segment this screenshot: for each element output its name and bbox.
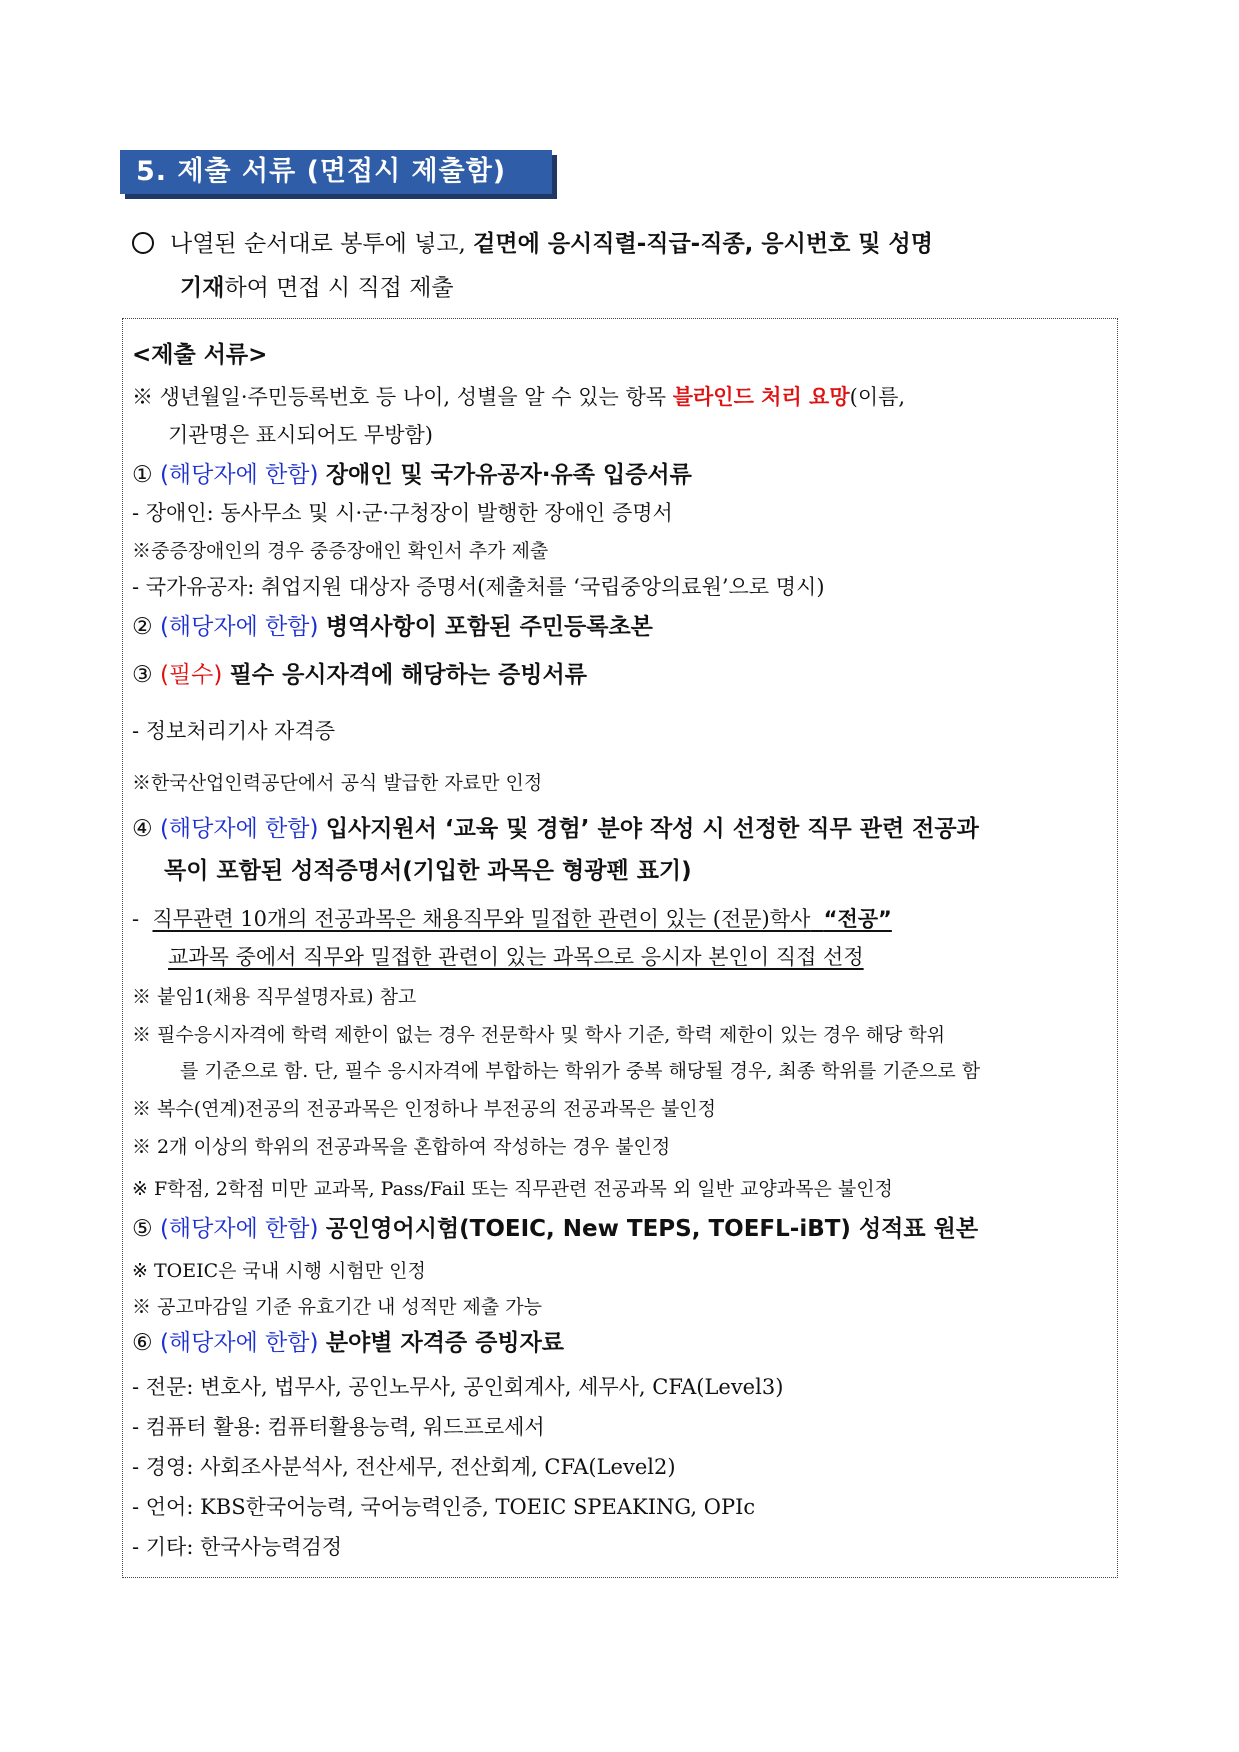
item-3-note: ※한국산업인력공단에서 공식 발급한 자료만 인정 [132,772,543,794]
item-4-note-2-line2: 를 기준으로 함. 단, 필수 응시자격에 부합하는 학위가 중복 해당될 경우, 최종 학위를 기준으로 함 [180,1060,981,1082]
item-4-tag: (해당자에 한함) [159,816,319,842]
item-3-sub-1: - 정보처리기사 자격증 [132,719,336,743]
intro-line-1 [132,222,1122,266]
item-2-tag: (해당자에 한함) [159,614,319,640]
item-4-title: ④ (해당자에 한함) 입사지원서 ‘교육 및 경험’ 분야 작성 시 선정한 직무 관련 전공과 [132,816,979,842]
item-6-sub-4: - 언어: KBS한국어능력, 국어능력인증, TOEIC SPEAKING, OPIc [132,1495,756,1519]
item-6-sub-5: - 기타: 한국사능력검정 [132,1535,343,1559]
item-5-title: ⑤ (해당자에 한함) 공인영어시험(TOEIC, New TEPS, TOEFL-iBT) 성적표 원본 [132,1216,979,1242]
item-5-tag: (해당자에 한함) [159,1216,319,1242]
item-1-sub-2: - 국가유공자: 취업지원 대상자 증명서(제출처를 ‘국립중앙의료원’으로 명시) [132,575,825,599]
item-3-title: ③ (필수) 필수 응시자격에 해당하는 증빙서류 [132,662,587,688]
intro-line-2 [132,266,1122,310]
intro-bold-text-2: 기재 [180,275,225,301]
item-4-note-4: ※ 2개 이상의 학위의 전공과목을 혼합하여 작성하는 경우 불인정 [132,1136,671,1158]
item-4-sub-1: - 직무관련 10개의 전공과목은 채용직무와 밀접한 관련이 있는 (전문)학사 “전공” [132,907,892,931]
item-6-sub-2: - 컴퓨터 활용: 컴퓨터활용능력, 워드프로세서 [132,1415,545,1439]
item-1-title: ① (해당자에 한함) 장애인 및 국가유공자·유족 입증서류 [132,462,692,488]
blind-note-red: 블라인드 처리 요망 [672,385,850,409]
item-4-note-5: ※ F학점, 2학점 미만 교과목, Pass/Fail 또는 직무관련 전공과목 외 일반 교양과목은 불인정 [132,1178,893,1200]
item-6-tag: (해당자에 한함) [159,1330,319,1356]
item-2-title: ② (해당자에 한함) 병역사항이 포함된 주민등록초본 [132,614,653,640]
item-4-note-3: ※ 복수(연계)전공의 전공과목은 인정하나 부전공의 전공과목은 불인정 [132,1098,716,1120]
item-6-title: ⑥ (해당자에 한함) 분야별 자격증 증빙자료 [132,1330,565,1356]
intro-text: 나열된 순서대로 봉투에 넣고, [170,231,474,257]
item-1-sub-1: - 장애인: 동사무소 및 시·군·구청장이 발행한 장애인 증명서 [132,501,673,525]
item-4-sub-1-line2: 교과목 중에서 직무와 밀접한 관련이 있는 과목으로 응시자 본인이 직접 선정 [168,945,864,969]
item-5-note-2: ※ 공고마감일 기준 유효기간 내 성적만 제출 가능 [132,1296,543,1318]
item-4-note-1: ※ 붙임1(채용 직무설명자료) 참고 [132,986,417,1008]
blind-note: ※ 생년월일·주민등록번호 등 나이, 성별을 알 수 있는 항목 블라인드 처리 요망(이름, [132,385,906,409]
intro-bold-text: 겉면에 응시직렬-직급-직종, 응시번호 및 성명 [473,231,933,257]
item-6-sub-3: - 경영: 사회조사분석사, 전산세무, 전산회계, CFA(Level2) [132,1455,676,1479]
item-3-tag: (필수) [159,662,223,688]
blind-note-line2: 기관명은 표시되어도 무방함) [168,423,433,447]
circle-bullet-icon [132,232,154,254]
item-1-tag: (해당자에 한함) [159,462,319,488]
section-title: 5. 제출 서류 (면접시 제출함) [120,150,552,194]
item-4-note-2: ※ 필수응시자격에 학력 제한이 없는 경우 전문학사 및 학사 기준, 학력 제한이 있는 경우 해당 학위 [132,1024,946,1046]
item-4-title-line2: 목이 포함된 성적증명서(기입한 과목은 형광펜 표기) [164,858,692,884]
box-heading: <제출 서류> [132,342,268,368]
intro-text-2: 하여 면접 시 직접 제출 [224,275,454,301]
item-6-sub-1: - 전문: 변호사, 법무사, 공인노무사, 공인회계사, 세무사, CFA(Level3) [132,1375,784,1399]
intro-instruction [132,222,1122,310]
item-1-note: ※중증장애인의 경우 중증장애인 확인서 추가 제출 [132,540,549,562]
item-5-note-1: ※ TOEIC은 국내 시행 시험만 인정 [132,1260,426,1282]
